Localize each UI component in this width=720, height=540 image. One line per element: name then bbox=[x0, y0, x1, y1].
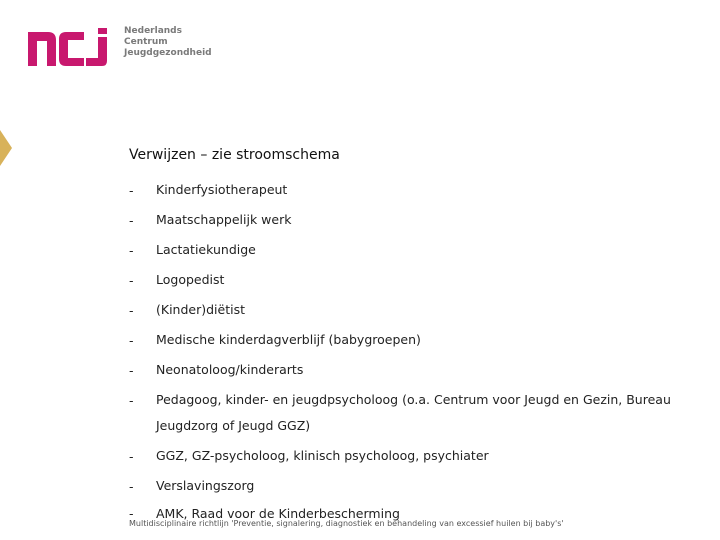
bullet: - bbox=[129, 243, 134, 258]
list-item-text: Pedagoog, kinder- en jeugdpsycholoog (o.a. Centrum voor Jeugd en Gezin, Bureau Jeugdzorg of Jeugd GGZ) bbox=[156, 392, 671, 433]
list-item-text: Maatschappelijk werk bbox=[156, 212, 292, 227]
list-item-text: Logopedist bbox=[156, 272, 225, 287]
logo-text bbox=[124, 26, 212, 59]
ncj-logo-mark bbox=[28, 28, 118, 66]
list-item-text: AMK, Raad voor de Kinderbescherming bbox=[156, 506, 400, 521]
bullet: - bbox=[129, 479, 134, 494]
bullet: - bbox=[129, 183, 134, 198]
list-item bbox=[129, 393, 689, 449]
list-item-text: Neonatoloog/kinderarts bbox=[156, 362, 304, 377]
bullet: - bbox=[129, 333, 134, 348]
list-item-text: (Kinder)diëtist bbox=[156, 302, 245, 317]
list-item-text: Lactatiekundige bbox=[156, 242, 256, 257]
list-item-text: Kinderfysiotherapeut bbox=[156, 182, 288, 197]
bullet: - bbox=[129, 213, 134, 228]
logo-line-2: Centrum bbox=[124, 37, 168, 47]
list-item bbox=[129, 479, 689, 509]
slide-title: Verwijzen – zie stroomschema bbox=[129, 147, 340, 163]
bullet: - bbox=[129, 303, 134, 318]
list-item-text: Medische kinderdagverblijf (babygroepen) bbox=[156, 332, 421, 347]
logo-line-1: Nederlands bbox=[124, 26, 182, 36]
bullet: - bbox=[129, 393, 134, 408]
bullet: - bbox=[129, 449, 134, 464]
footer-caption: Multidisciplinaire richtlijn 'Preventie, signalering, diagnostiek en behandeling van excessief huilen bij baby's' bbox=[129, 519, 564, 528]
list-item-text: Verslavingszorg bbox=[156, 478, 255, 493]
bullet: - bbox=[129, 506, 134, 521]
slide-arrow-marker bbox=[0, 130, 12, 166]
referral-list bbox=[129, 183, 689, 509]
bullet: - bbox=[129, 273, 134, 288]
bullet: - bbox=[129, 363, 134, 378]
list-item-text: GGZ, GZ-psycholoog, klinisch psycholoog, psychiater bbox=[156, 448, 489, 463]
logo-line-3: Jeugdgezondheid bbox=[124, 48, 212, 58]
ncj-logo bbox=[28, 24, 212, 68]
